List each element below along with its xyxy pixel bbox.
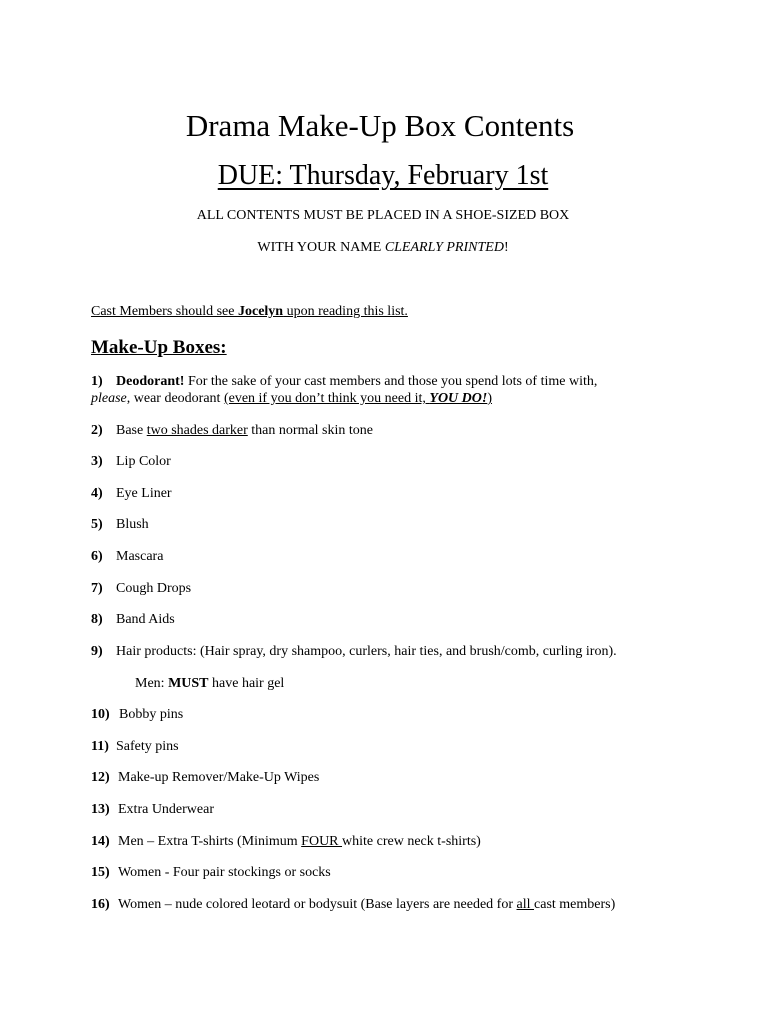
- item-text: Eye Liner: [116, 486, 172, 501]
- item-bold: MUST: [168, 676, 209, 691]
- item-number: 6): [91, 549, 103, 564]
- cast-note-prefix: Cast Members should see: [91, 304, 238, 319]
- item-number: 11): [91, 739, 109, 754]
- item-text: Extra Underwear: [118, 802, 215, 817]
- item-text: Safety pins: [116, 739, 179, 754]
- item-number: 14): [91, 834, 110, 849]
- list-item: [91, 706, 731, 723]
- item-text: For the sake of your cast members and those you spend lots of time with,: [184, 374, 598, 389]
- list-item: [91, 485, 731, 502]
- box-instruction-line2: [0, 239, 766, 257]
- cast-note: [91, 303, 408, 321]
- item-number: 7): [91, 581, 103, 596]
- item-text: Hair products: (Hair spray, dry shampoo, curlers, hair ties, and brush/comb, curling iron).: [116, 644, 617, 659]
- item-text: , wear deodorant: [126, 391, 224, 406]
- list-item: [91, 548, 731, 565]
- list-item: [91, 896, 731, 913]
- item-underline: two shades darker: [146, 423, 248, 438]
- list-item: [91, 643, 731, 660]
- item-number: 1): [91, 374, 103, 389]
- item-close: ): [487, 391, 493, 406]
- item-text: Men – Extra T-shirts (Minimum: [118, 834, 302, 849]
- cast-note-name: Jocelyn: [237, 304, 284, 319]
- item-number: 10): [91, 707, 110, 722]
- section-title: Make-Up Boxes:: [91, 337, 227, 358]
- item-underline-text: (even if you don’t think you need it,: [223, 391, 430, 406]
- item-text: Bobby pins: [119, 707, 184, 722]
- page-title: Drama Make-Up Box Contents: [185, 108, 575, 143]
- list-item: [91, 833, 731, 850]
- list-sub-item: [135, 675, 768, 692]
- item-number: 2): [91, 423, 103, 438]
- item-bold: Deodorant!: [116, 374, 185, 389]
- list-item: [91, 611, 731, 628]
- item-number: 16): [91, 897, 110, 912]
- item-underline: all: [516, 897, 535, 912]
- due-date: [0, 157, 766, 195]
- list-item: [91, 801, 731, 818]
- item-number: 15): [91, 865, 110, 880]
- item-bold-italic: YOU DO!: [429, 391, 488, 406]
- item-text: Blush: [116, 517, 149, 532]
- item-text: white crew neck t-shirts): [342, 834, 481, 849]
- list-item: [91, 864, 731, 881]
- item-number: 8): [91, 612, 103, 627]
- item-italic: please: [91, 391, 127, 406]
- list-item: [91, 422, 731, 439]
- note-prefix: WITH YOUR NAME: [257, 240, 385, 255]
- item-number: 13): [91, 802, 110, 817]
- item-text: Women - Four pair stockings or socks: [118, 865, 331, 880]
- item-underline: [224, 391, 492, 406]
- due-date-text: DUE: Thursday, February 1st: [217, 160, 549, 191]
- list-item: [91, 738, 731, 755]
- note-suffix: !: [503, 240, 509, 255]
- item-text: Lip Color: [116, 454, 171, 469]
- item-text: Band Aids: [116, 612, 175, 627]
- note-emphasis: CLEARLY PRINTED: [384, 240, 504, 255]
- box-instruction-line1: ALL CONTENTS MUST BE PLACED IN A SHOE-SIZED BOX: [196, 208, 570, 223]
- list-item: [91, 580, 731, 597]
- item-text: Base: [116, 423, 147, 438]
- cast-note-suffix: upon reading this list.: [283, 304, 408, 319]
- item-number: 5): [91, 517, 103, 532]
- item-underline: FOUR: [301, 834, 343, 849]
- item-text: cast members): [534, 897, 616, 912]
- item-text: Mascara: [116, 549, 164, 564]
- list-item: [91, 373, 731, 390]
- list-item: [91, 769, 731, 786]
- item-number: 12): [91, 770, 110, 785]
- item-text: Cough Drops: [116, 581, 192, 596]
- item-number: 9): [91, 644, 103, 659]
- list-item: [91, 453, 731, 470]
- item-text: Make-up Remover/Make-Up Wipes: [118, 770, 320, 785]
- item-text: than normal skin tone: [247, 423, 373, 438]
- item-number: 3): [91, 454, 103, 469]
- item-text: Men:: [135, 676, 169, 691]
- list-item: [91, 516, 731, 533]
- item-number: 4): [91, 486, 103, 501]
- list-item-continuation: [91, 390, 731, 407]
- item-text: Women – nude colored leotard or bodysuit (Base layers are needed for: [118, 897, 517, 912]
- item-text: have hair gel: [208, 676, 285, 691]
